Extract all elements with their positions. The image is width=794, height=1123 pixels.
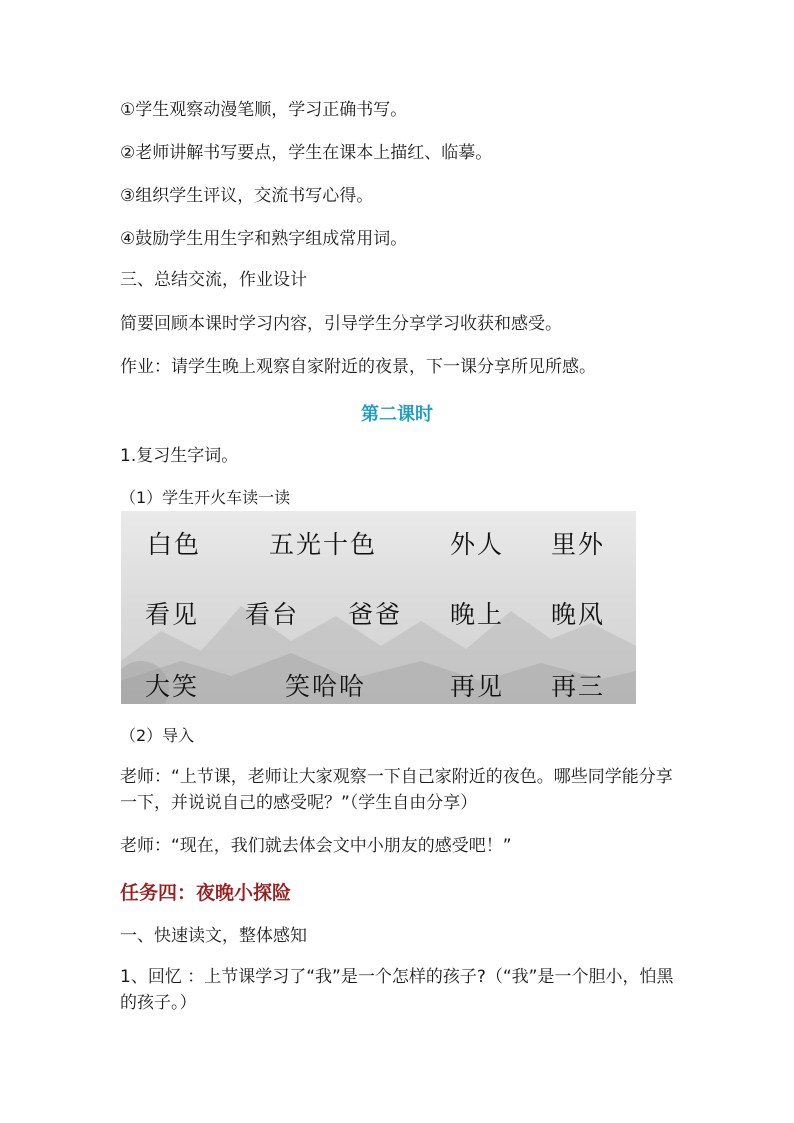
vocab-word: 晚风 bbox=[551, 600, 606, 629]
vocab-word: 爸爸 bbox=[348, 600, 403, 629]
intro-label: （2）导入 bbox=[120, 726, 195, 745]
section-3-title: 三、总结交流，作业设计 bbox=[120, 270, 307, 290]
train-reading-label: （1）学生开火车读一读 bbox=[120, 488, 291, 507]
task-4-heading: 任务四：夜晚小探险 bbox=[120, 882, 292, 904]
homework-text: 作业：请学生晚上观察自家附近的夜景，下一课分享所见所感。 bbox=[120, 357, 596, 377]
vocab-word: 笑哈哈 bbox=[285, 672, 367, 701]
vocab-word: 里外 bbox=[551, 530, 606, 559]
vocab-card bbox=[121, 511, 636, 704]
review-text: 简要回顾本课时学习内容，引导学生分享学习收获和感受。 bbox=[120, 314, 562, 334]
step-1: ①学生观察动漫笔顺，学习正确书写。 bbox=[120, 100, 408, 120]
vocab-word: 看台 bbox=[245, 600, 300, 629]
teacher-prompt-1: 老师：“上节课，老师让大家观察一下自己家附近的夜色。哪些同学能分享一下，并说说自己的感受呢？”（学生自由分享） bbox=[120, 767, 673, 813]
lesson-2-heading: 第二课时 bbox=[361, 404, 433, 425]
vocab-word: 白色 bbox=[147, 530, 202, 559]
vocab-word: 外人 bbox=[450, 530, 505, 559]
step-4: ④鼓励学生用生字和熟字组成常用词。 bbox=[120, 229, 408, 249]
step-2: ②老师讲解书写要点，学生在课本上描红、临摹。 bbox=[120, 143, 493, 163]
vocab-word: 再见 bbox=[450, 672, 505, 701]
review-words-item: 1.复习生字词。 bbox=[120, 446, 239, 466]
vocab-word: 再三 bbox=[551, 672, 606, 701]
teacher-prompt-2: 老师：“现在，我们就去体会文中小朋友的感受吧！” bbox=[120, 836, 512, 856]
recall-question: 1、回忆 ：上节课学习了“我”是一个怎样的孩子?（“我”是一个胆小，怕黑的孩子。） bbox=[120, 967, 674, 1013]
step-3: ③组织学生评议，交流书写心得。 bbox=[120, 186, 374, 206]
task-4-section-1: 一、快速读文，整体感知 bbox=[120, 926, 307, 946]
vocab-word: 五光十色 bbox=[269, 530, 378, 559]
vocab-word: 大笑 bbox=[145, 672, 200, 701]
vocab-word: 晚上 bbox=[450, 600, 505, 629]
vocab-word: 看见 bbox=[145, 600, 200, 629]
